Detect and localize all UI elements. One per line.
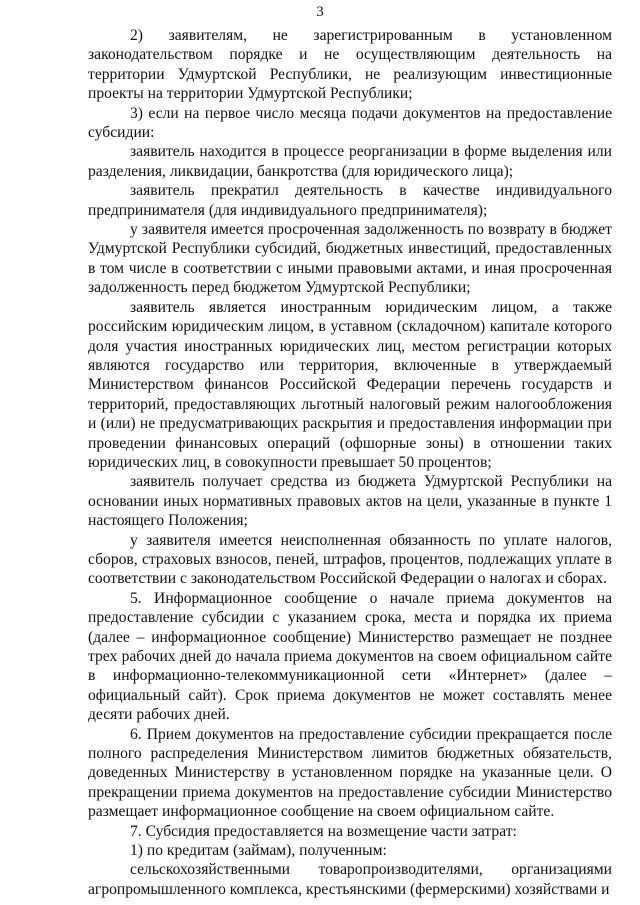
paragraph-foreign-entity: заявитель является иностранным юридическим лицом, а также российским юридическим лицом, в уставном (складочном) капитале которого доля участия иностранных юридических лиц, местом регистрации которых являются государство или территория, включенные в утверждаемый Министерством финансов Российской Федерации перечень государств и территорий, предоставляющих льготный налоговый режим налогообложения и (или) не предусматривающих раскрытия и предоставления информации при проведении финансовых операций (офшорные зоны) в отношении таких юридических лиц, в совокупности превышает 50 процентов; <box>88 298 612 471</box>
paragraph-reorganization: заявитель находится в процессе реорганизации в форме выделения или разделения, ликвидации, банкротства (для юридического лица); <box>88 143 612 180</box>
paragraph-section-7-item-1: 1) по кредитам (займам), полученным: <box>130 842 387 860</box>
paragraph-item-3-conditions-intro: 3) если на первое число месяца подачи документов на предоставление субсидии: <box>88 104 612 142</box>
page-number: 3 <box>316 4 324 20</box>
document-body <box>88 26 612 899</box>
paragraph-section-7: 7. Субсидия предоставляется на возмещение части затрат: <box>130 822 517 840</box>
paragraph-overdue-debt: у заявителя имеется просроченная задолженность по возврату в бюджет Удмуртской Республики субсидий, бюджетных инвестиций, предоставленных в том числе в соответствии с иными правовыми актами, и иная просроченная задолженность перед бюджетом Удмуртской Республики; <box>88 221 612 297</box>
paragraph-agricultural-producers: сельскохозяйственными товаропроизводителями, организациями агропромышленного комплекса, крестьянскими (фермерскими) хозяйствами и <box>88 861 612 898</box>
paragraph-entrepreneur-ceased: заявитель прекратил деятельность в качестве индивидуального предпринимателя (для индивидуального предпринимателя); <box>88 182 612 219</box>
paragraph-unpaid-taxes: у заявителя имеется неисполненная обязанность по уплате налогов, сборов, страховых взносов, пеней, штрафов, процентов, подлежащих уплате в соответствии с законодательством Российской Федерации о налогах и сборах. <box>88 531 612 588</box>
paragraph-section-5: 5. Информационное сообщение о начале приема документов на предоставление субсидии с указанием срока, места и порядка их приема (далее – информационное сообщение) Министерство размещает не позднее трех рабочих дней до начала приема документов на своем официальном сайте в информационно-телекоммуникационной сети «Интернет» (далее – официальный сайт). Срок приема документов не может составлять менее десяти рабочих дней. <box>88 589 612 724</box>
paragraph-section-6: 6. Прием документов на предоставление субсидии прекращается после полного распределения Министерством лимитов бюджетных обязательств, доведенных Министерству в установленном порядке на указанные цели. О прекращении приема документов на предоставление субсидии Министерство размещает информационное сообщение на своем официальном сайте. <box>88 725 612 821</box>
paragraph-item-2-foreign-applicants: 2) заявителям, не зарегистрированным в установленном законодательством порядке и не осуществляющим деятельность на территории Удмуртской Республики, не реализующим инвестиционные проекты на территории Удмуртской Республики; <box>88 27 612 103</box>
paragraph-other-budget-funds: заявитель получает средства из бюджета Удмуртской Республики на основании иных нормативных правовых актов на цели, указанные в пункте 1 настоящего Положения; <box>88 473 612 530</box>
